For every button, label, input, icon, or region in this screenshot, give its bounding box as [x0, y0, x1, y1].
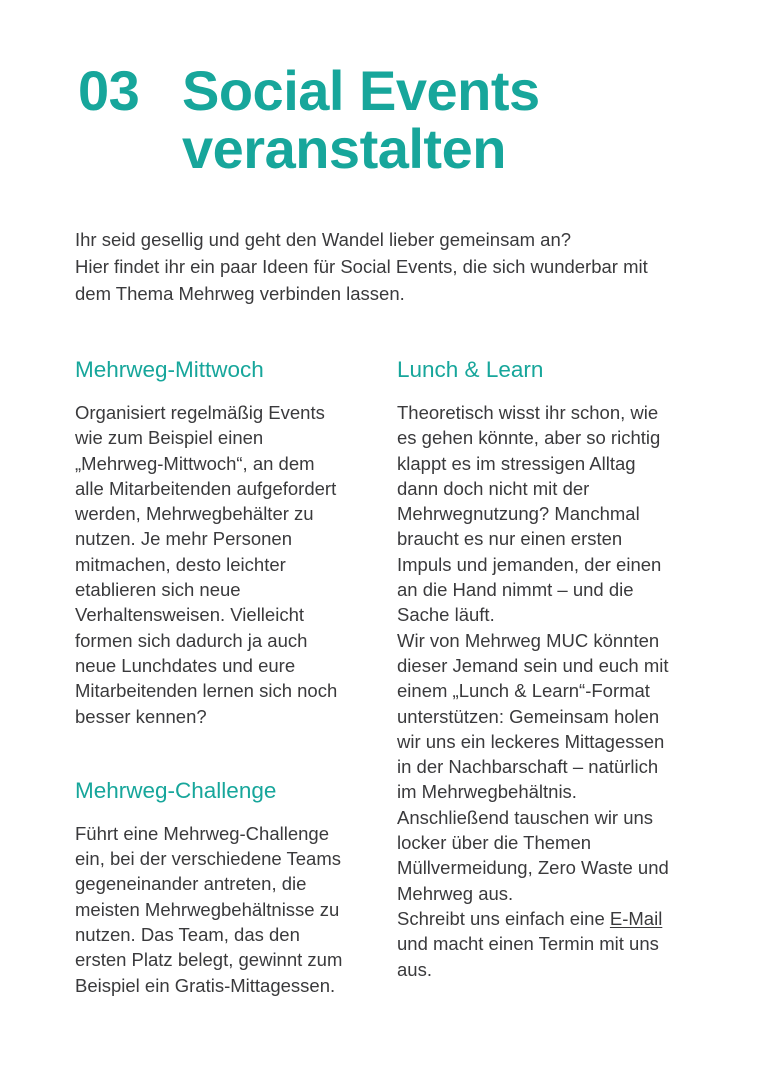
email-link[interactable]: E-Mail — [609, 907, 663, 929]
body-line: ersten Platz belegt, gewinnt zum — [75, 949, 343, 971]
body-line: neue Lunchdates und eure — [75, 654, 296, 676]
body-line: Sache läuft. — [397, 604, 495, 626]
body-line: dieser Jemand sein und euch mit — [397, 654, 669, 676]
body-line: Anschließend tauschen wir uns — [397, 806, 654, 828]
body-line: Mehrweg aus. — [397, 882, 514, 904]
body-line: etablieren sich neue — [75, 579, 241, 601]
body-line: Verhaltensweisen. Vielleicht — [75, 604, 304, 626]
body-line: im Mehrwegbehältnis. — [397, 781, 577, 803]
section-body-mehrweg-mittwoch — [75, 400, 375, 729]
body-line: nutzen. Das Team, das den — [75, 924, 300, 946]
right-column — [397, 356, 697, 982]
body-line: Führt eine Mehrweg-Challenge — [75, 822, 329, 844]
intro-paragraph — [75, 226, 700, 307]
section-mehrweg-mittwoch — [75, 356, 375, 729]
section-body-lunch-and-learn — [397, 400, 697, 982]
body-line: dann doch nicht mit der — [397, 477, 590, 499]
body-line: braucht es nur einen ersten — [397, 528, 623, 550]
body-line: ein, bei der verschiedene Teams — [75, 848, 342, 870]
body-line: locker über die Themen — [397, 832, 592, 854]
left-column — [75, 356, 375, 998]
intro-line-3: dem Thema Mehrweg verbinden lassen. — [75, 283, 405, 304]
title-line-1 — [78, 59, 698, 122]
body-line: wir uns ein leckeres Mittagessen — [397, 730, 665, 752]
section-number: 03 — [78, 59, 140, 122]
body-line: gegeneinander antreten, die — [75, 873, 307, 895]
intro-line-1: Ihr seid gesellig und geht den Wandel lieber gemeinsam an? — [75, 229, 572, 250]
body-line: werden, Mehrwegbehälter zu — [75, 503, 314, 525]
body-line: in der Nachbarschaft – natürlich — [397, 756, 659, 778]
body-line: formen sich dadurch ja auch — [75, 629, 308, 651]
body-line: an die Hand nimmt – und die — [397, 579, 634, 601]
title-main-text: Social Events — [182, 59, 540, 122]
body-line: einem „Lunch & Learn“-Format — [397, 680, 650, 702]
closing-line-2: und macht einen Termin mit uns — [397, 933, 659, 955]
section-lunch-and-learn — [397, 356, 697, 982]
closing-line-with-link — [397, 906, 697, 931]
section-heading-mehrweg-challenge: Mehrweg-Challenge — [75, 777, 277, 803]
title-line-2: veranstalten — [182, 117, 506, 180]
body-line: es gehen könnte, aber so richtig — [397, 427, 661, 449]
body-line: Impuls und jemanden, der einen — [397, 553, 662, 575]
closing-line-3: aus. — [397, 958, 432, 980]
body-line: meisten Mehrwegbehältnisse zu — [75, 898, 340, 920]
body-line: Organisiert regelmäßig Events — [75, 402, 325, 423]
body-line: Mitarbeitenden lernen sich noch — [75, 680, 338, 702]
body-line: Müllvermeidung, Zero Waste und — [397, 857, 669, 879]
body-line: Beispiel ein Gratis-Mittagessen. — [75, 974, 336, 996]
body-line: unterstützen: Gemeinsam holen — [397, 705, 660, 727]
body-line: klappt es im stressigen Alltag — [397, 452, 636, 474]
body-line: mitmachen, desto leichter — [75, 553, 286, 575]
body-line: nutzen. Je mehr Personen — [75, 528, 292, 550]
section-heading-mehrweg-mittwoch: Mehrweg-Mittwoch — [75, 357, 264, 382]
closing-text-before-link: Schreibt uns einfach eine — [397, 907, 610, 929]
page-title — [78, 59, 698, 180]
section-body-mehrweg-challenge — [75, 821, 375, 998]
body-line: besser kennen? — [75, 705, 207, 727]
body-line: „Mehrweg-Mittwoch“, an dem — [75, 452, 315, 474]
section-heading-lunch-and-learn: Lunch & Learn — [397, 357, 544, 382]
intro-line-2: Hier findet ihr ein paar Ideen für Social Events, die sich wunderbar mit — [75, 256, 648, 277]
body-line: Theoretisch wisst ihr schon, wie — [397, 402, 659, 423]
body-line: Mehrwegnutzung? Manchmal — [397, 503, 640, 525]
body-line: Wir von Mehrweg MUC könnten — [397, 629, 660, 651]
body-line: alle Mitarbeitenden aufgefordert — [75, 477, 337, 499]
body-line: wie zum Beispiel einen — [75, 427, 264, 449]
section-mehrweg-challenge — [75, 777, 375, 998]
